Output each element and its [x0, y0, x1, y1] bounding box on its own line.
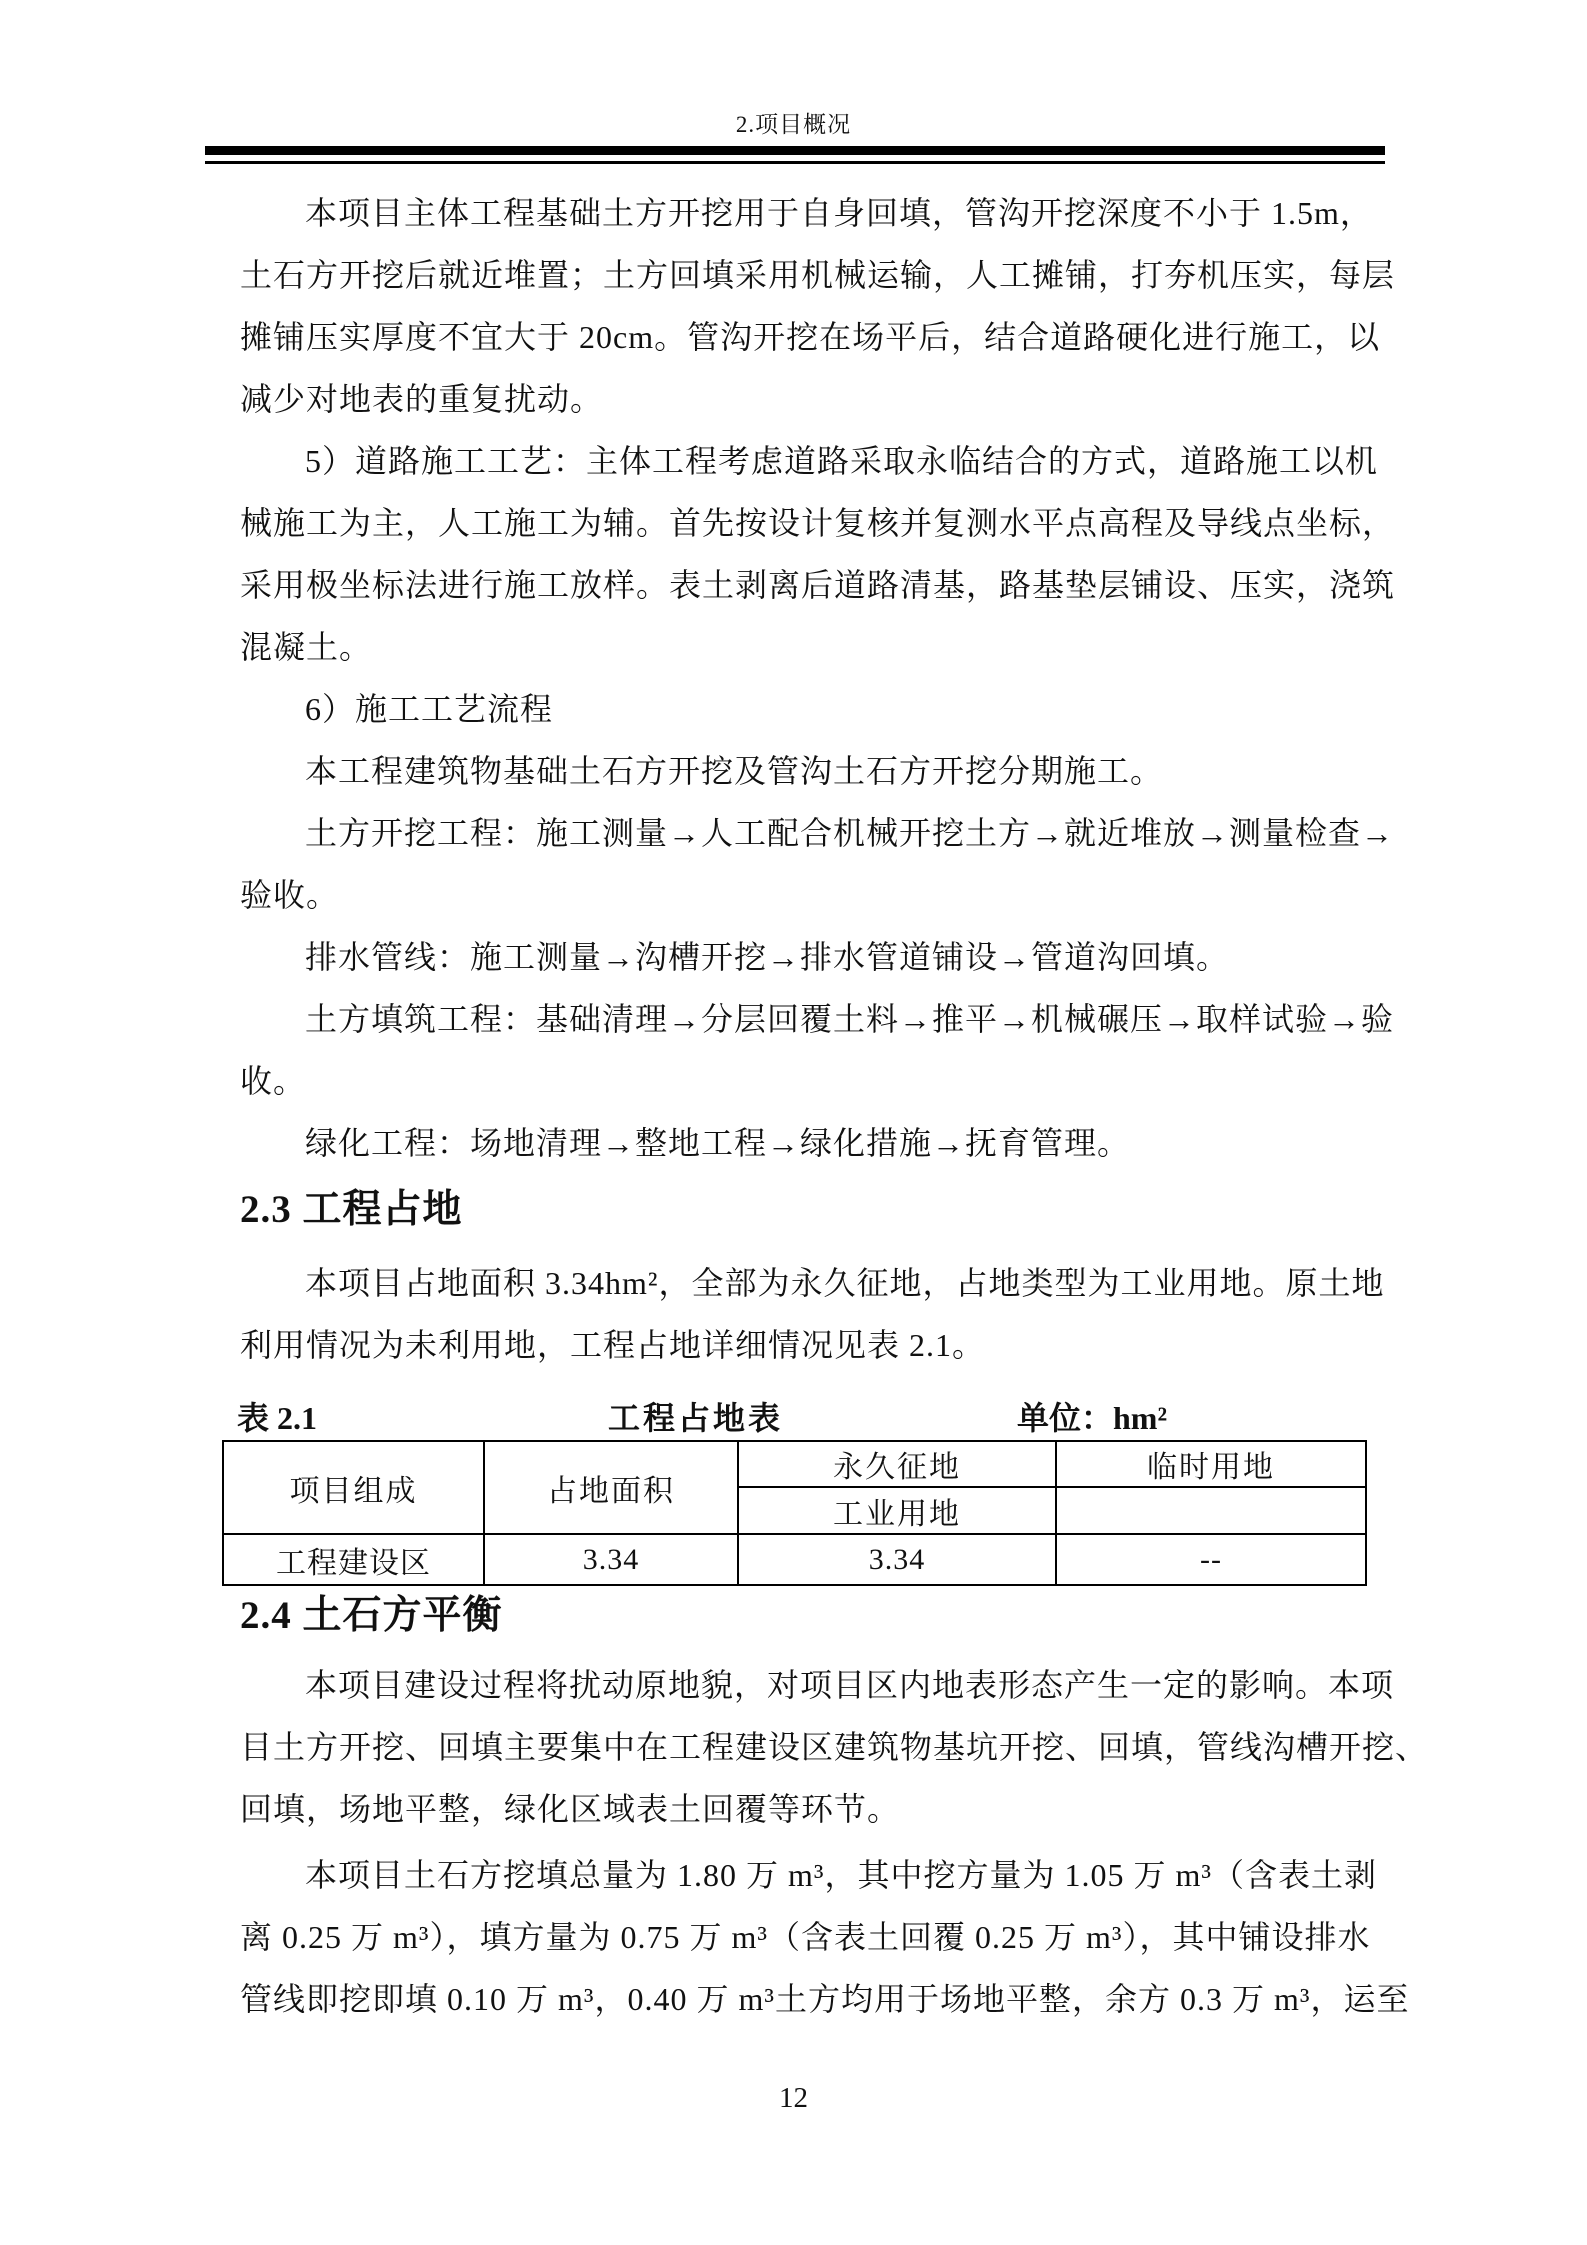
- header-rule-thin: [205, 161, 1385, 164]
- text-line: 土方开挖工程：施工测量→人工配合机械开挖土方→就近堆放→测量检查→: [305, 815, 1395, 851]
- table-cell-project: 工程建设区: [223, 1534, 484, 1585]
- table-label: 表 2.1: [237, 1400, 318, 1436]
- section-heading-2-3: 2.3 工程占地: [240, 1188, 463, 1231]
- page-number: 12: [779, 2082, 808, 2114]
- text-line: 本项目占地面积 3.34hm²，全部为永久征地，占地类型为工业用地。原土地: [305, 1265, 1385, 1301]
- text-line: 5）道路施工工艺：主体工程考虑道路采取永临结合的方式，道路施工以机: [305, 443, 1379, 479]
- text-line: 收。: [240, 1063, 307, 1099]
- table-header-permanent: 永久征地: [738, 1441, 1056, 1487]
- table-header-industrial: 工业用地: [738, 1487, 1056, 1534]
- section-2-4-paragraph-2: [240, 1844, 1410, 2030]
- text-line: 本工程建筑物基础土石方开挖及管沟土石方开挖分期施工。: [305, 753, 1164, 789]
- text-line: 6）施工工艺流程: [305, 691, 554, 727]
- section-heading-2-4: 2.4 土石方平衡: [240, 1594, 503, 1637]
- text-line: 本项目建设过程将扰动原地貌，对项目区内地表形态产生一定的影响。本项: [305, 1667, 1395, 1703]
- section-2-3-paragraph: [240, 1252, 1400, 1376]
- text-line: 土方填筑工程：基础清理→分层回覆土料→推平→机械碾压→取样试验→验: [305, 1001, 1395, 1037]
- body-text-block: [240, 182, 1400, 1174]
- text-line: 采用极坐标法进行施工放样。表土剥离后道路清基，路基垫层铺设、压实，浇筑: [240, 567, 1396, 603]
- text-line: 械施工为主，人工施工为辅。首先按设计复核并复测水平点高程及导线点坐标，: [240, 505, 1396, 541]
- table-header-project: 项目组成: [223, 1441, 484, 1534]
- text-line: 摊铺压实厚度不宜大于 20cm。管沟开挖在场平后，结合道路硬化进行施工，以: [240, 319, 1381, 355]
- section-2-4-paragraph-1: [240, 1654, 1429, 1840]
- land-occupation-table: [222, 1440, 1367, 1586]
- text-line: 本项目土石方挖填总量为 1.80 万 m³，其中挖方量为 1.05 万 m³（含表土剥: [305, 1857, 1377, 1893]
- header-rule-thick: [205, 146, 1385, 155]
- table-title: 工程占地表: [608, 1400, 784, 1436]
- text-line: 排水管线：施工测量→沟槽开挖→排水管道铺设→管道沟回填。: [305, 939, 1230, 975]
- text-line: 减少对地表的重复扰动。: [240, 381, 604, 417]
- text-line: 验收。: [240, 877, 340, 913]
- table-header-temporary: 临时用地: [1056, 1441, 1366, 1487]
- text-line: 离 0.25 万 m³），填方量为 0.75 万 m³（含表土回覆 0.25 万 m³），其中铺设排水: [240, 1919, 1371, 1955]
- table-unit: 单位：hm²: [1017, 1400, 1168, 1436]
- table-row: [223, 1534, 1366, 1585]
- table-cell-area: 3.34: [484, 1534, 738, 1585]
- text-line: 管线即挖即填 0.10 万 m³，0.40 万 m³土方均用于场地平整，余方 0.3 万 m³，运至: [240, 1981, 1410, 2017]
- table-cell-empty: [1056, 1487, 1366, 1534]
- text-line: 回填，场地平整，绿化区域表土回覆等环节。: [240, 1791, 901, 1827]
- table-cell-temporary: --: [1056, 1534, 1366, 1585]
- text-line: 土石方开挖后就近堆置；土方回填采用机械运输，人工摊铺，打夯机压实，每层: [240, 257, 1396, 293]
- table-cell-permanent: 3.34: [738, 1534, 1056, 1585]
- text-line: 利用情况为未利用地，工程占地详细情况见表 2.1。: [240, 1327, 986, 1363]
- running-header-title: 2.项目概况: [735, 112, 852, 137]
- text-line: 目土方开挖、回填主要集中在工程建设区建筑物基坑开挖、回填，管线沟槽开挖、: [240, 1729, 1429, 1765]
- table-caption-row: [222, 1396, 1365, 1440]
- table-header-area: 占地面积: [484, 1441, 738, 1534]
- text-line: 绿化工程：场地清理→整地工程→绿化措施→抚育管理。: [305, 1125, 1131, 1161]
- text-line: 混凝土。: [240, 629, 373, 665]
- text-line: 本项目主体工程基础土方开挖用于自身回填，管沟开挖深度不小于 1.5m，: [305, 195, 1373, 231]
